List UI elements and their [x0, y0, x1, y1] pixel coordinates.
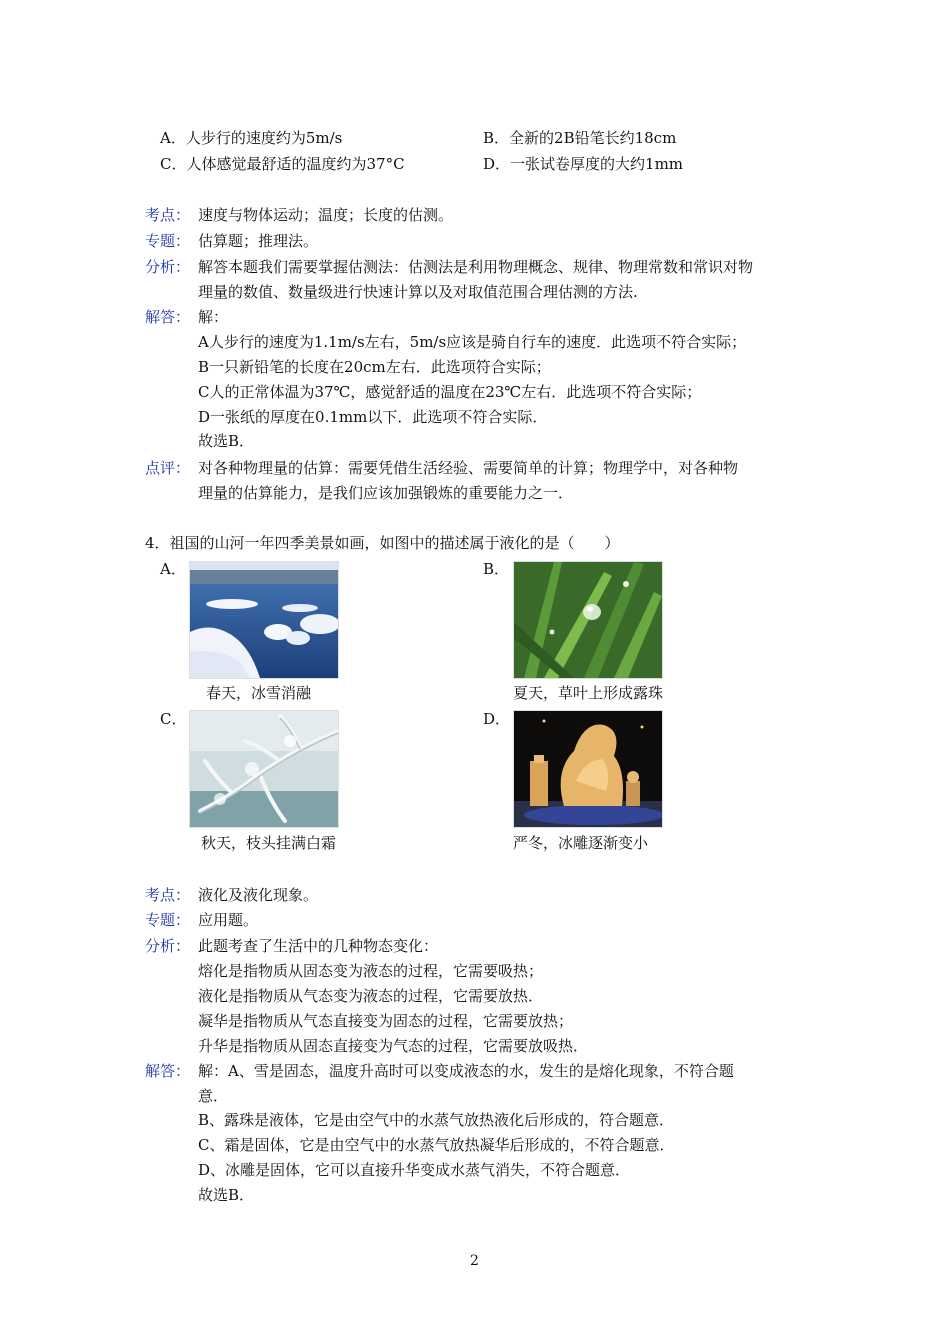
q4-jieda-conclusion: 故选B．	[198, 1186, 255, 1204]
q4-option-d-caption: 严冬，冰雕逐渐变小	[513, 834, 649, 852]
q4-jieda-d: D、冰雕是固体，它可以直接升华变成水蒸气消失，不符合题意．	[198, 1161, 631, 1179]
q4-kaodian-label: 考点：	[145, 886, 191, 904]
q3-jieda-c: C人的正常体温为37℃，感觉舒适的温度在23℃左右．此选项不符合实际；	[198, 383, 702, 401]
q3-option-d: D．一张试卷厚度的大约1mm	[483, 155, 684, 173]
q3-fenxi-line-2: 理量的数值、数量级进行快速计算以及对取值范围合理估测的方法.	[198, 283, 638, 301]
q3-dianping-line-1: 对各种物理量的估算：需要凭借生活经验、需要简单的计算；物理学中，对各种物	[198, 459, 739, 477]
q4-option-b-caption: 夏天，草叶上形成露珠	[513, 684, 664, 702]
q4-option-c-letter: C．	[160, 710, 187, 728]
q4-stem: 4．祖国的山河一年四季美景如画，如图中的描述属于液化的是（ ）	[145, 534, 620, 552]
q3-fenxi-line-1: 解答本题我们需要掌握估测法：估测法是利用物理概念、规律、物理常数和常识对物	[198, 258, 754, 276]
q4-fenxi-sublimation: 升华是指物质从固态直接变为气态的过程，它需要放吸热．	[198, 1037, 589, 1055]
page-number: 2	[470, 1253, 479, 1269]
q4-option-d-letter: D．	[483, 710, 511, 728]
q3-option-a: A．人步行的速度约为5m/s	[160, 129, 343, 147]
q3-kaodian-text: 速度与物体运动；温度；长度的估测。	[198, 206, 454, 224]
q4-fenxi-label: 分析：	[145, 937, 191, 955]
q3-jieda-intro: 解：	[198, 308, 229, 326]
q3-dianping-label: 点评：	[145, 459, 191, 477]
q3-kaodian-label: 考点：	[145, 206, 191, 224]
q4-fenxi-melting: 熔化是指物质从固态变为液态的过程，它需要吸热；	[198, 962, 544, 980]
q3-zhuanti-label: 专题：	[145, 232, 191, 250]
q4-option-a-caption: 春天，冰雪消融	[206, 684, 312, 702]
q3-jieda-conclusion: 故选B．	[198, 432, 255, 450]
q4-option-b-letter: B．	[483, 560, 510, 578]
q3-option-b: B．全新的2B铅笔长约18cm	[483, 129, 677, 147]
q3-zhuanti-text: 估算题；推理法。	[198, 232, 319, 250]
q3-fenxi-label: 分析：	[145, 258, 191, 276]
q4-zhuanti-text: 应用题。	[198, 911, 259, 929]
q4-zhuanti-label: 专题：	[145, 911, 191, 929]
q4-photo-ice-sculpture	[513, 710, 663, 828]
q4-jieda-a-line-2: 意．	[198, 1087, 229, 1105]
q3-jieda-a: A人步行的速度为1.1m/s左右，5m/s应该是骑自行车的速度．此选项不符合实际；	[198, 333, 747, 351]
q4-photo-frost-on-branches	[189, 710, 339, 828]
q4-photo-melting-snow	[189, 561, 339, 679]
q4-jieda-c: C、霜是固体，它是由空气中的水蒸气放热凝华后形成的，不符合题意．	[198, 1136, 675, 1154]
q4-fenxi-liquefaction: 液化是指物质从气态变为液态的过程，它需要放热．	[198, 987, 544, 1005]
q4-option-c-caption: 秋天，枝头挂满白霜	[201, 834, 337, 852]
q3-jieda-b: B一只新铅笔的长度在20cm左右．此选项符合实际；	[198, 358, 551, 376]
q3-option-c: C．人体感觉最舒适的温度约为37°C	[160, 155, 405, 173]
q4-jieda-label: 解答：	[145, 1062, 191, 1080]
q3-jieda-d: D一张纸的厚度在0.1mm以下．此选项不符合实际．	[198, 408, 548, 426]
q4-option-a-letter: A．	[160, 560, 186, 578]
q4-kaodian-text: 液化及液化现象。	[198, 886, 319, 904]
q4-photo-dew-on-grass	[513, 561, 663, 679]
q4-fenxi-deposition: 凝华是指物质从气态直接变为固态的过程，它需要放热；	[198, 1012, 574, 1030]
q4-jieda-b: B、露珠是液体，它是由空气中的水蒸气放热液化后形成的，符合题意．	[198, 1111, 675, 1129]
q3-dianping-line-2: 理量的估算能力，是我们应该加强锻炼的重要能力之一．	[198, 484, 574, 502]
q4-fenxi-intro: 此题考查了生活中的几种物态变化：	[198, 937, 439, 955]
q3-jieda-label: 解答：	[145, 308, 191, 326]
q4-jieda-a-line-1: 解：A、雪是固态，温度升高时可以变成液态的水，发生的是熔化现象，不符合题	[198, 1062, 734, 1080]
